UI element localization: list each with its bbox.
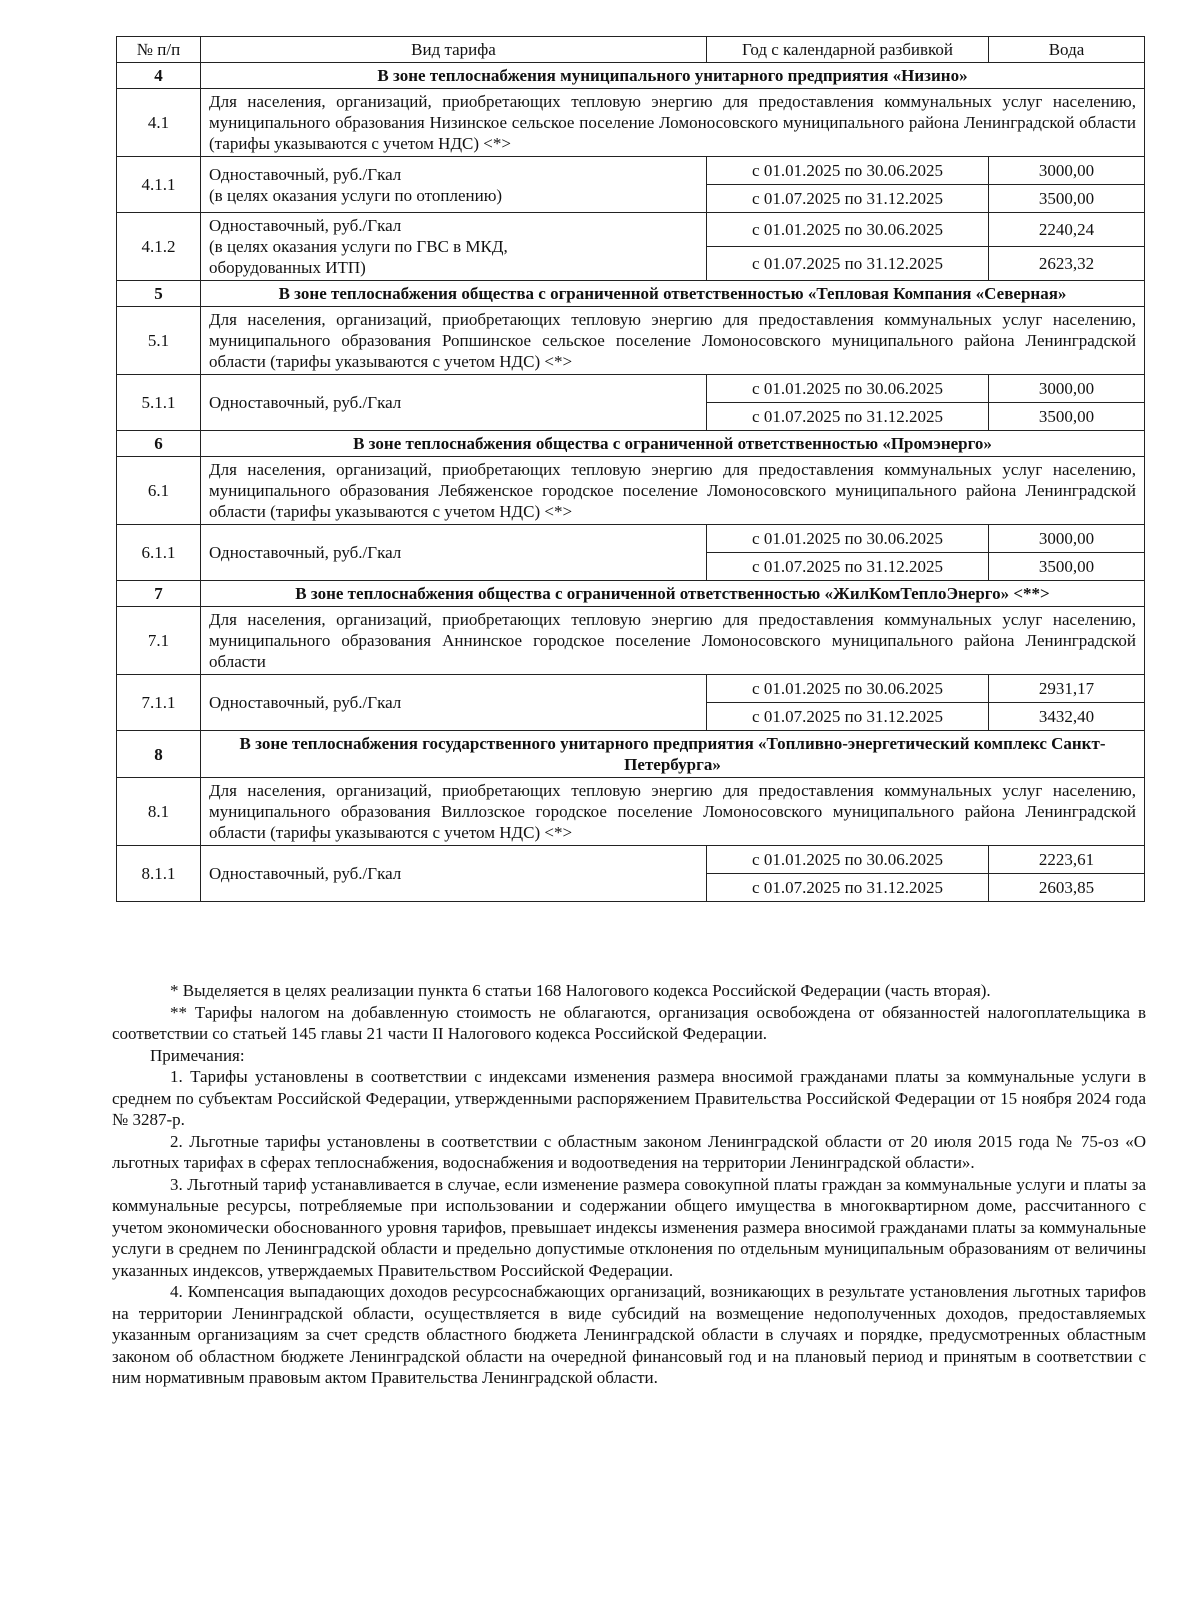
desc-text: Для населения, организаций, приобретающих тепловую энергию для предоставления коммунальных услуг населению, муниципального образования Ропшинское сельское поселение Ломоносовского муниципального района Ленинградской области (тарифы указываются с учетом НДС) <*> — [201, 307, 1145, 375]
desc-text: Для населения, организаций, приобретающих тепловую энергию для предоставления коммунальных услуг населению, муниципального образования Виллозское городское поселение Ломоносовского муниципального района Ленинградской области (тарифы указываются с учетом НДС) <*> — [201, 778, 1145, 846]
zone-title: В зоне теплоснабжения общества с ограниченной ответственностью «Промэнерго» — [201, 431, 1145, 457]
note-item: 3. Льготный тариф устанавливается в случае, если изменение размера совокупной платы граждан за коммунальные услуги и платы за коммунальные ресурсы, потребляемые при использовании и содержании общего имущества в многоквартирном доме, рассчитанного с учетом экономически обоснованного уровня тарифов, превышает индексы изменения размера вносимой гражданами платы за коммунальные услуги в среднем по Ленинградской области и предельно допустимые отклонения по отдельным муниципальным образованиям от величины указанных индексов, утверждаемых Правительством Российской Федерации. — [112, 1174, 1146, 1280]
tariff-value: 2603,85 — [989, 874, 1145, 902]
zone-row — [117, 431, 1145, 457]
tariff-label — [201, 213, 707, 281]
tariff-period: с 01.07.2025 по 31.12.2025 — [707, 874, 989, 902]
tariff-table — [116, 36, 1145, 902]
tariff-value: 3000,00 — [989, 375, 1145, 403]
desc-row — [117, 307, 1145, 375]
tariff-period: с 01.01.2025 по 30.06.2025 — [707, 213, 989, 247]
tariff-value: 3000,00 — [989, 157, 1145, 185]
desc-text: Для населения, организаций, приобретающих тепловую энергию для предоставления коммунальных услуг населению, муниципального образования Низинское сельское поселение Ломоносовского муниципального района Ленинградской области (тарифы указываются с учетом НДС) <*> — [201, 89, 1145, 157]
tariff-num: 5.1.1 — [117, 375, 201, 431]
desc-num: 8.1 — [117, 778, 201, 846]
zone-row — [117, 63, 1145, 89]
tariff-period: с 01.07.2025 по 31.12.2025 — [707, 703, 989, 731]
tariff-value: 2223,61 — [989, 846, 1145, 874]
zone-title: В зоне теплоснабжения общества с ограниченной ответственностью «Тепловая Компания «Северная» — [201, 281, 1145, 307]
tariff-period: с 01.01.2025 по 30.06.2025 — [707, 846, 989, 874]
note-item: 1. Тарифы установлены в соответствии с индексами изменения размера вносимой гражданами платы за коммунальные услуги в среднем по субъектам Российской Федерации, утвержденными распоряжением Правительства Российской Федерации от 15 ноября 2024 года № 3287-р. — [112, 1067, 1146, 1129]
tariff-period: с 01.07.2025 по 31.12.2025 — [707, 185, 989, 213]
header-year: Год с календарной разбивкой — [707, 37, 989, 63]
tariff-row — [117, 375, 1145, 403]
tariff-period: с 01.07.2025 по 31.12.2025 — [707, 403, 989, 431]
tariff-value: 3000,00 — [989, 525, 1145, 553]
tariff-label-line: Одноставочный, руб./Гкал — [209, 216, 402, 235]
header-water: Вода — [989, 37, 1145, 63]
tariff-row — [117, 525, 1145, 553]
tariff-label: Одноставочный, руб./Гкал — [201, 525, 707, 581]
header-type: Вид тарифа — [201, 37, 707, 63]
note-item: 4. Компенсация выпадающих доходов ресурсоснабжающих организаций, возникающих в результате установления льготных тарифов на территории Ленинградской области, осуществляется в виде субсидий на возмещение недополученных доходов, предоставляемых указанным организациям за счет средств областного бюджета Ленинградской области в случаях и порядке, предусмотренных областным законом об областном бюджете Ленинградской области на очередной финансовый год и на плановый период и принятым в соответствии с ним нормативным правовым актом Правительства Ленинградской области. — [112, 1282, 1146, 1387]
tariff-num: 8.1.1 — [117, 846, 201, 902]
tariff-period: с 01.07.2025 по 31.12.2025 — [707, 553, 989, 581]
tariff-label-line: оборудованных ИТП) — [209, 258, 366, 277]
desc-row — [117, 457, 1145, 525]
notes-title: Примечания: — [150, 1045, 245, 1065]
tariff-value: 2623,32 — [989, 247, 1145, 281]
zone-row — [117, 581, 1145, 607]
zone-num: 8 — [117, 731, 201, 778]
tariff-label: Одноставочный, руб./Гкал — [201, 675, 707, 731]
zone-row — [117, 731, 1145, 778]
tariff-row — [117, 157, 1145, 185]
tariff-row — [117, 675, 1145, 703]
desc-row — [117, 778, 1145, 846]
zone-title: В зоне теплоснабжения муниципального унитарного предприятия «Низино» — [201, 63, 1145, 89]
tariff-value: 2931,17 — [989, 675, 1145, 703]
tariff-period: с 01.01.2025 по 30.06.2025 — [707, 375, 989, 403]
tariff-label-line: (в целях оказания услуги по отоплению) — [209, 185, 503, 205]
tariff-label — [201, 157, 707, 213]
notes-block — [112, 980, 1146, 1389]
zone-num: 4 — [117, 63, 201, 89]
tariff-row — [117, 213, 1145, 247]
zone-row — [117, 281, 1145, 307]
footnote-exempt: ** Тарифы налогом на добавленную стоимость не облагаются, организация освобождена от обязанностей налогоплательщика в соответствии со статьей 145 главы 21 части II Налогового кодекса Российской Федерации. — [112, 1002, 1146, 1043]
tariff-period: с 01.01.2025 по 30.06.2025 — [707, 525, 989, 553]
tariff-num: 7.1.1 — [117, 675, 201, 731]
header-num: № п/п — [117, 37, 201, 63]
desc-num: 5.1 — [117, 307, 201, 375]
tariff-label: Одноставочный, руб./Гкал — [201, 375, 707, 431]
desc-row — [117, 89, 1145, 157]
desc-num: 4.1 — [117, 89, 201, 157]
tariff-num: 4.1.2 — [117, 213, 201, 281]
tariff-value: 3500,00 — [989, 553, 1145, 581]
footnote-vat: * Выделяется в целях реализации пункта 6 статьи 168 Налогового кодекса Российской Федерации (часть вторая). — [170, 981, 991, 1000]
tariff-row — [117, 846, 1145, 874]
desc-row — [117, 607, 1145, 675]
zone-title: В зоне теплоснабжения общества с ограниченной ответственностью «ЖилКомТеплоЭнерго» <**> — [201, 581, 1145, 607]
zone-num: 5 — [117, 281, 201, 307]
zone-title: В зоне теплоснабжения государственного унитарного предприятия «Топливно-энергетический комплекс Санкт-Петербурга» — [201, 731, 1145, 778]
desc-text: Для населения, организаций, приобретающих тепловую энергию для предоставления коммунальных услуг населению, муниципального образования Лебяженское городское поселение Ломоносовского муниципального района Ленинградской области (тарифы указываются с учетом НДС) <*> — [201, 457, 1145, 525]
tariff-value: 3500,00 — [989, 403, 1145, 431]
tariff-label-line: (в целях оказания услуги по ГВС в МКД, — [209, 237, 508, 256]
desc-num: 7.1 — [117, 607, 201, 675]
zone-num: 6 — [117, 431, 201, 457]
tariff-period: с 01.01.2025 по 30.06.2025 — [707, 157, 989, 185]
desc-num: 6.1 — [117, 457, 201, 525]
desc-text: Для населения, организаций, приобретающих тепловую энергию для предоставления коммунальных услуг населению, муниципального образования Аннинское городское поселение Ломоносовского муниципального района Ленинградской области — [201, 607, 1145, 675]
tariff-value: 2240,24 — [989, 213, 1145, 247]
tariff-num: 4.1.1 — [117, 157, 201, 213]
tariff-value: 3432,40 — [989, 703, 1145, 731]
tariff-period: с 01.01.2025 по 30.06.2025 — [707, 675, 989, 703]
tariff-value: 3500,00 — [989, 185, 1145, 213]
zone-num: 7 — [117, 581, 201, 607]
tariff-label: Одноставочный, руб./Гкал — [201, 846, 707, 902]
tariff-num: 6.1.1 — [117, 525, 201, 581]
table-header-row — [117, 37, 1145, 63]
note-item: 2. Льготные тарифы установлены в соответствии с областным законом Ленинградской области от 20 июля 2015 года № 75-оз «О льготных тарифах в сферах теплоснабжения, водоснабжения и водоотведения на территории Ленинградской области». — [112, 1131, 1146, 1172]
tariff-label-line: Одноставочный, руб./Гкал — [209, 164, 402, 184]
tariff-period: с 01.07.2025 по 31.12.2025 — [707, 247, 989, 281]
